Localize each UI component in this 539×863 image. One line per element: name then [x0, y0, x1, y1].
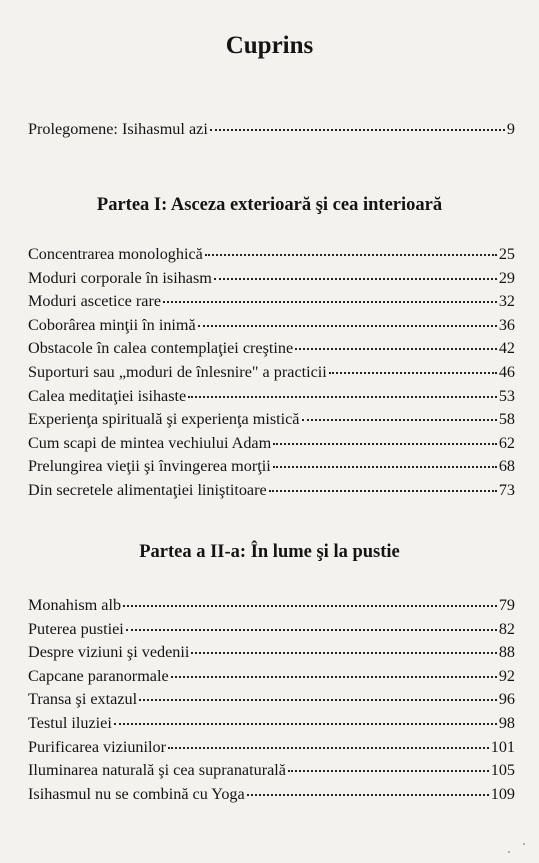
toc-entry-title: Capcane paranormale: [28, 666, 169, 685]
intro-toc-list: [28, 118, 515, 142]
toc-entry-page-number: 53: [498, 386, 515, 405]
toc-entry-title: Puterea pustiei: [28, 619, 124, 638]
toc-entry-page-number: 96: [498, 690, 515, 709]
part1-heading: Partea I: Asceza exterioară şi cea interioară: [96, 195, 443, 215]
toc-entry: [28, 314, 515, 338]
toc-entry-page-number: 68: [498, 457, 515, 476]
part2-toc-list: [28, 594, 515, 806]
toc-entry-title: Moduri corporale în isihasm: [28, 268, 212, 287]
toc-entry: [28, 432, 515, 456]
dot-leader: [163, 301, 497, 303]
toc-entry-page-number: 92: [498, 666, 515, 685]
toc-entry: [28, 479, 515, 503]
toc-entry-title: Iluminarea naturală şi cea supranaturală: [28, 761, 286, 780]
paper-speck: [508, 851, 510, 853]
dot-leader: [214, 278, 497, 280]
dot-leader: [168, 747, 489, 749]
toc-entry-title: Obstacole în calea contemplaţiei creştine: [28, 339, 294, 358]
toc-entry-page-number: 46: [498, 362, 515, 381]
toc-entry: [28, 243, 515, 267]
dot-leader: [205, 254, 497, 256]
dot-leader: [329, 372, 497, 374]
dot-leader: [269, 490, 497, 492]
toc-entry-title: Moduri ascetice rare: [28, 292, 162, 311]
toc-entry-page-number: 62: [498, 433, 515, 452]
toc-entry: [28, 712, 515, 736]
dot-leader: [123, 605, 497, 607]
toc-entry: [28, 736, 515, 760]
toc-entry-title: Isihasmul nu se combină cu Yoga: [28, 784, 245, 803]
toc-entry: [28, 759, 515, 783]
toc-entry: [28, 290, 515, 314]
toc-entry-page-number: 36: [498, 315, 515, 334]
toc-entry-title: Purificarea viziunilor: [28, 737, 166, 756]
toc-entry: [28, 641, 515, 665]
toc-entry-page-number: 25: [498, 245, 515, 263]
toc-entry-page-number: 79: [498, 596, 515, 614]
toc-entry-title: Prelungirea vieţii şi învingerea morţii: [28, 457, 271, 476]
toc-entry: [28, 361, 515, 385]
dot-leader: [126, 629, 497, 631]
toc-entry: [28, 594, 515, 618]
toc-entry-page-number: 58: [498, 410, 515, 429]
toc-entry-page-number: 109: [490, 784, 515, 803]
toc-entry-page-number: 32: [498, 292, 515, 311]
toc-entry-title: Despre viziuni şi vedenii: [28, 643, 190, 662]
toc-entry-title: Suporturi sau „moduri de înlesnire" a practicii: [28, 362, 327, 381]
toc-entry-title: Transa şi extazul: [28, 690, 138, 709]
part2-heading: Partea a II-a: În lume şi la pustie: [139, 542, 400, 562]
dot-leader: [139, 699, 497, 701]
toc-entry: [28, 267, 515, 291]
dot-leader: [247, 794, 489, 796]
toc-entry-title: Testul iluziei: [28, 713, 112, 732]
toc-entry: [28, 665, 515, 689]
toc-entry: [28, 783, 515, 807]
toc-entry: [28, 337, 515, 361]
toc-entry-title: Calea meditaţiei isihaste: [28, 386, 187, 405]
toc-entry-title: Monahism alb: [28, 596, 122, 614]
toc-entry-page-number: 88: [498, 643, 515, 662]
dot-leader: [273, 443, 497, 445]
dot-leader: [273, 466, 497, 468]
toc-entry-page-number: 98: [498, 713, 515, 732]
toc-entry: [28, 408, 515, 432]
dot-leader: [288, 770, 489, 772]
page-title: Cuprins: [225, 32, 314, 59]
toc-entry-page-number: 9: [506, 120, 515, 138]
toc-entry-page-number: 105: [490, 761, 515, 780]
toc-entry: [28, 688, 515, 712]
dot-leader: [198, 325, 497, 327]
paper-speck: [523, 843, 525, 845]
toc-entry-title: Cum scapi de mintea vechiului Adam: [28, 433, 272, 452]
toc-entry: [28, 385, 515, 409]
dot-leader: [210, 129, 505, 131]
dot-leader: [114, 723, 497, 725]
toc-entry: [28, 618, 515, 642]
dot-leader: [295, 348, 497, 350]
toc-entry-title: Experienţa spirituală şi experienţa mistică: [28, 410, 300, 429]
toc-entry-page-number: 73: [498, 480, 515, 499]
toc-entry-title: Prolegomene: Isihasmul azi: [28, 120, 208, 138]
toc-entry-title: Coborârea minţii în inimă: [28, 315, 196, 334]
dot-leader: [302, 419, 497, 421]
part1-toc-list: [28, 243, 515, 503]
toc-entry-page-number: 82: [498, 619, 515, 638]
toc-entry-page-number: 101: [490, 737, 515, 756]
dot-leader: [191, 652, 496, 654]
toc-entry-title: Din secretele alimentaţiei liniştitoare: [28, 480, 267, 499]
toc-entry-title: Concentrarea monologhică: [28, 245, 203, 263]
toc-entry: [28, 118, 515, 142]
dot-leader: [171, 676, 497, 678]
dot-leader: [188, 396, 497, 398]
toc-entry-page-number: 29: [498, 268, 515, 287]
toc-entry: [28, 455, 515, 479]
toc-entry-page-number: 42: [498, 339, 515, 358]
